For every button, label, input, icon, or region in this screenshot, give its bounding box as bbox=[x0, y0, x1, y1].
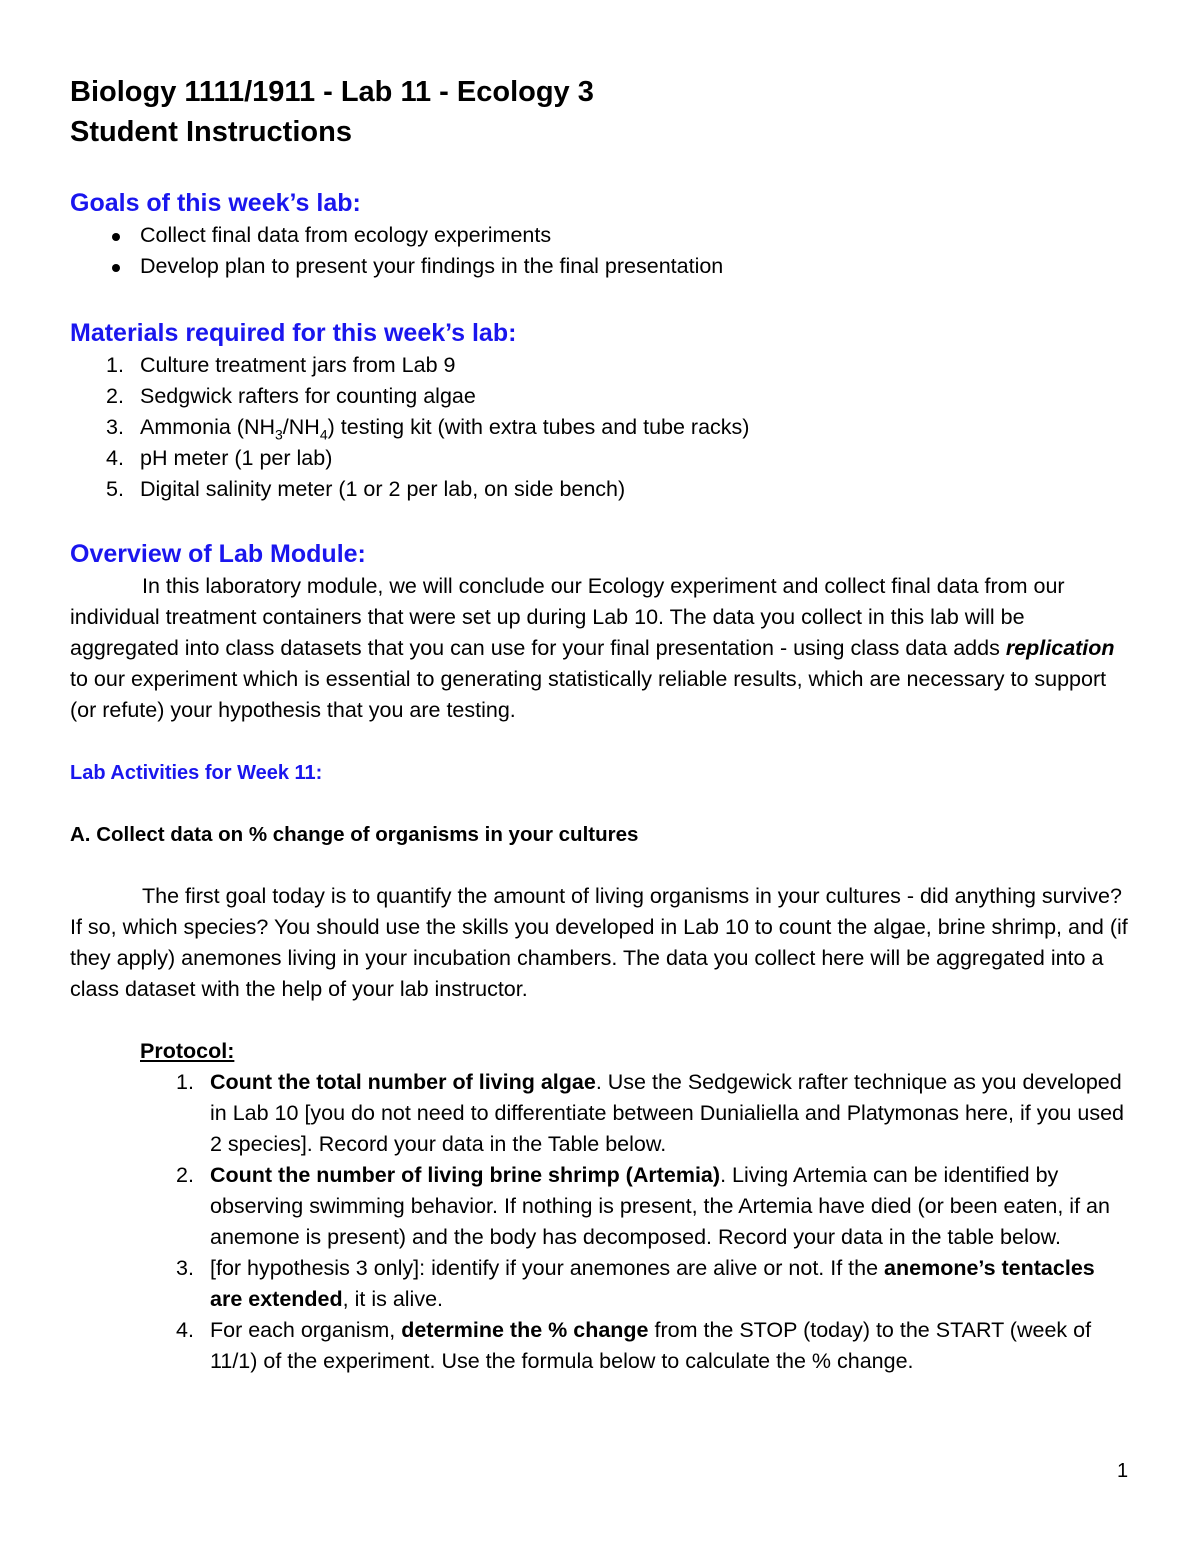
overview-heading: Overview of Lab Module: bbox=[70, 540, 366, 568]
document-subtitle: Student Instructions bbox=[70, 116, 352, 148]
bullet-icon bbox=[112, 233, 120, 241]
list-item: 1. Culture treatment jars from Lab 9 bbox=[106, 353, 456, 377]
list-item: 2. Count the number of living brine shrimp (Artemia). Living Artemia can be identified by observing swimming behavior. If nothing is present, the Artemia have died (or been eaten, if an anemone is present) and the body has decomposed. Record your data in the table below. bbox=[176, 1163, 1110, 1249]
list-item: 2. Sedgwick rafters for counting algae bbox=[106, 384, 476, 408]
list-item: 5. Digital salinity meter (1 or 2 per lab, on side bench) bbox=[106, 477, 626, 501]
protocol-block bbox=[140, 1036, 1130, 1067]
document-title: Biology 1111/1911 - Lab 11 - Ecology 3 bbox=[70, 76, 594, 108]
list-item: 4. pH meter (1 per lab) bbox=[106, 446, 333, 470]
materials-list bbox=[70, 350, 1130, 505]
list-item: 3. [for hypothesis 3 only]: identify if your anemones are alive or not. If the anemone’s tentacles are extended, it is alive. bbox=[176, 1256, 1095, 1311]
list-item: Develop plan to present your findings in the final presentation bbox=[70, 251, 1130, 282]
materials-heading: Materials required for this week’s lab: bbox=[70, 319, 517, 347]
list-item: 4. For each organism, determine the % change from the STOP (today) to the START (week of 11/1) of the experiment. Use the formula below to calculate the % change. bbox=[176, 1318, 1092, 1373]
list-item: Collect final data from ecology experiments bbox=[70, 220, 1130, 251]
list-item: 3. Ammonia $(NH_3/NH_4)$ testing kit (with extra tubes and tube racks) bbox=[106, 415, 750, 443]
protocol-label: Protocol: bbox=[140, 1039, 235, 1063]
goals-heading: Goals of this week’s lab: bbox=[70, 189, 361, 217]
activities-heading: Lab Activities for Week 11: bbox=[70, 762, 323, 784]
section-a-intro: The first goal today is to quantify the amount of living organisms in your cultures - did anything survive? If so, which species? You should use the skills you developed in Lab 10 to count the algae, brine shrimp, and (if they apply) anemones living in your incubation chambers. The data you collect here will be aggregated into a class dataset with the help of your lab instructor. bbox=[70, 884, 1128, 1001]
section-a-heading: A. Collect data on % change of organisms in your cultures bbox=[70, 823, 639, 846]
overview-paragraph: In this laboratory module, we will conclude our Ecology experiment and collect final data from our individual treatment containers that were set up during Lab 10. The data you collect in this lab will be aggregated into class datasets that you can use for your final presentation - using class data adds replication to our experiment which is essential to generating statistically reliable results, which are necessary to support (or refute) your hypothesis that you are testing. bbox=[70, 574, 1115, 722]
page-content bbox=[70, 72, 1130, 1377]
bullet-icon bbox=[112, 264, 120, 272]
goals-list bbox=[70, 220, 1130, 282]
protocol-steps bbox=[140, 1067, 1130, 1377]
list-item: 1. Count the total number of living algae. Use the Sedgewick rafter technique as you developed in Lab 10 [you do not need to differentiate between Dunialiella and Platymonas here, if you used 2 species]. Record your data in the Table below. bbox=[176, 1070, 1124, 1156]
page-number: 1 bbox=[1117, 1460, 1129, 1482]
